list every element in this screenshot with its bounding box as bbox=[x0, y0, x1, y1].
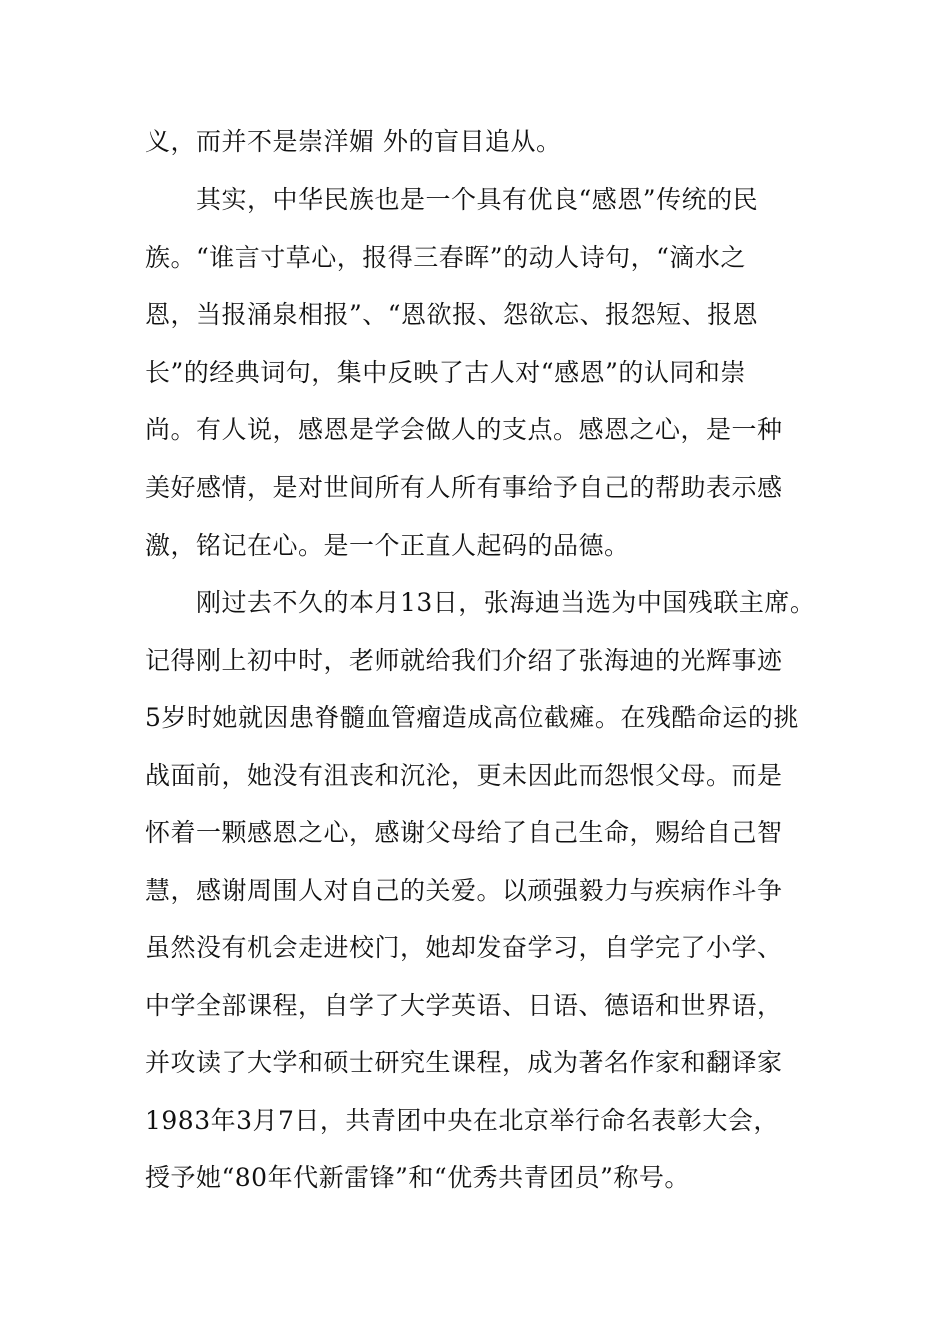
text-line: 慧，感谢周围人对自己的关爱。以顽强毅力与疾病作斗争 bbox=[145, 876, 783, 905]
text-line: 虽然没有机会走进校门，她却发奋学习，自学完了小学、 bbox=[145, 933, 783, 962]
text-line: 美好感情，是对世间所有人所有事给予自己的帮助表示感 bbox=[145, 473, 783, 502]
text-line: 怀着一颗感恩之心，感谢父母给了自己生命，赐给自己智 bbox=[145, 818, 783, 847]
text-line: 长”的经典词句，集中反映了古人对“感恩”的认同和崇 bbox=[145, 358, 746, 387]
text-line: 1983年3月7日，共青团中央在北京举行命名表彰大会， bbox=[145, 1106, 779, 1135]
text-line: 战面前，她没有沮丧和沉沦，更未因此而怨恨父母。而是 bbox=[145, 761, 783, 790]
paragraph-start-line: 其实，中华民族也是一个具有优良“感恩”传统的民 bbox=[196, 185, 759, 214]
text-line: 激，铭记在心。是一个正直人起码的品德。 bbox=[145, 531, 630, 560]
text-line: 中学全部课程，自学了大学英语、日语、德语和世界语， bbox=[145, 991, 783, 1020]
text-line: 尚。有人说，感恩是学会做人的支点。感恩之心，是一种 bbox=[145, 415, 783, 444]
text-line: 授予她“80年代新雷锋”和“优秀共青团员”称号。 bbox=[145, 1163, 690, 1192]
text-line: 并攻读了大学和硕士研究生课程，成为著名作家和翻译家 bbox=[145, 1048, 783, 1077]
text-line: 5岁时她就因患脊髓血管瘤造成高位截瘫。在残酷命运的挑 bbox=[145, 703, 799, 732]
text-line: 族。“谁言寸草心，报得三春晖”的动人诗句，“滴水之 bbox=[145, 243, 746, 272]
text-line: 义，而并不是崇洋媚 外的盲目追从。 bbox=[145, 127, 562, 156]
text-line: 记得刚上初中时，老师就给我们介绍了张海迪的光辉事迹 bbox=[145, 646, 783, 675]
paragraph-start-line: 刚过去不久的本月13日，张海迪当选为中国残联主席。 bbox=[196, 588, 816, 617]
text-line: 恩，当报涌泉相报”、“恩欲报、怨欲忘、报怨短、报恩 bbox=[145, 300, 759, 329]
